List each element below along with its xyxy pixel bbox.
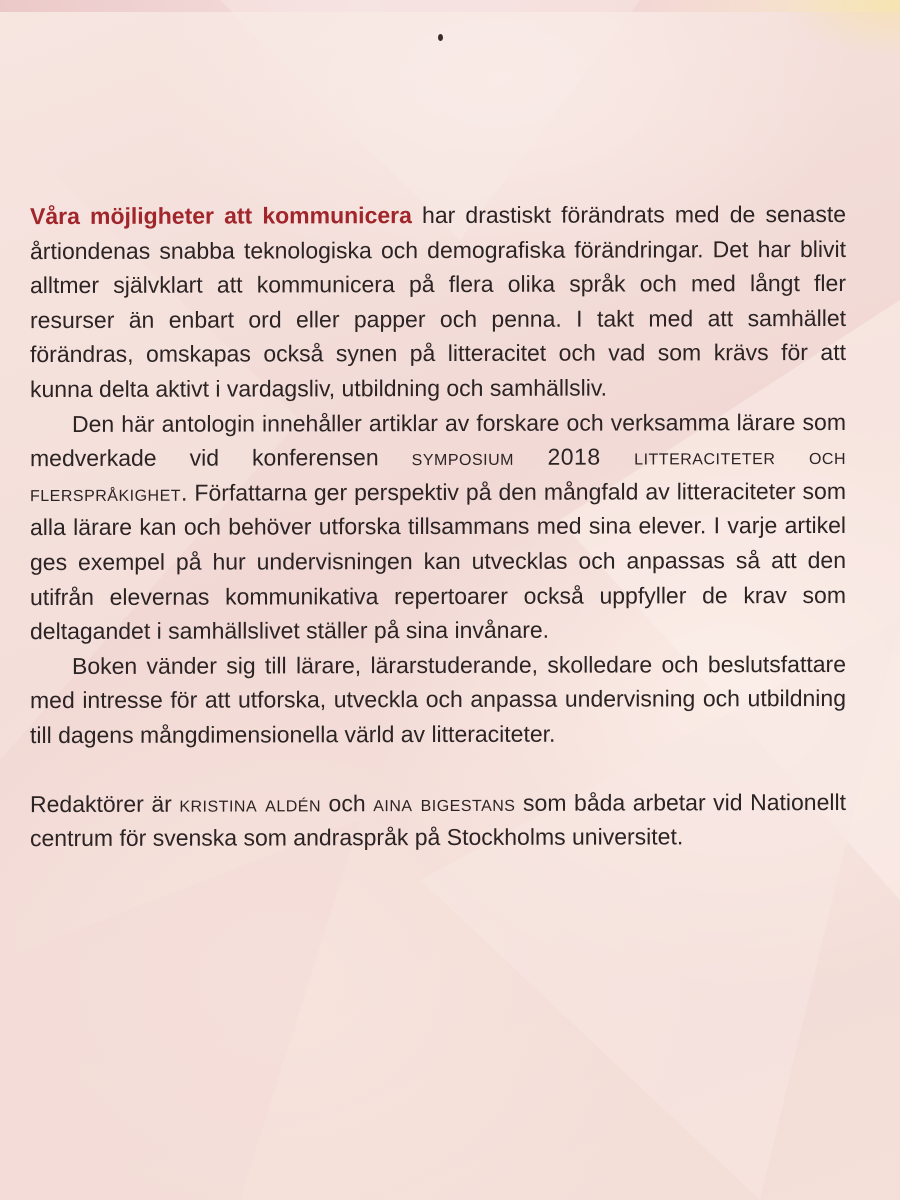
blurb-text [30, 197, 846, 856]
anthology-text-before: Den här antologin innehåller artiklar av forskare och verksamma lärare som medverkade vid konferensen [30, 408, 846, 472]
editor-name-2: aina bigestans [373, 789, 516, 816]
editor-name-1: kristina aldén [179, 789, 322, 817]
intro-text: har drastiskt förändrats med de senaste årtiondenas snabba teknologiska och demografiska förändringar. Det har blivit alltmer självklart att kommunicera på flera olika språk och med långt fler resurser än enbart ord eller papper och penna. I takt med att samhället förändras, omskapas också synen på litteracitet och vad som krävs för att kunna delta aktivt i vardagsliv, utbildning och samhällsliv. [30, 200, 846, 403]
editors-paragraph [30, 784, 846, 855]
anthology-text-after: . Författarna ger perspektiv på den mångfald av litteraciteter som alla lärare kan och behöver utforska tillsammans med sina elever. I varje artikel ges exempel på hur undervisningen kan utvecklas och anpassas så att den utifrån elevernas kommunikativa repertoarer också uppfyller de krav som deltagandet i samhällslivet ställer på sina invånare. [30, 477, 846, 645]
paragraph-gap [30, 750, 846, 786]
editors-conjunction: och [321, 789, 374, 816]
conference-name: symposium 2018 litteraciteter och flerspråkighet [30, 443, 846, 506]
editors-text-after: som båda arbetar vid Nationellt centrum för svenska som andraspråk på Stockholms universitet. [30, 788, 846, 852]
audience-paragraph [30, 647, 846, 753]
print-speck [438, 34, 443, 41]
lead-phrase: Våra möjligheter att kommunicera [30, 202, 412, 230]
anthology-paragraph [30, 404, 846, 648]
audience-text: Boken vänder sig till lärare, lärarstuderande, skolledare och beslutsfattare med intresse för att utforska, utveckla och anpassa undervisning och utbildning till dagens mångdimensionella värld av litteraciteter. [30, 650, 846, 748]
intro-paragraph [30, 197, 846, 407]
editors-text-before: Redaktörer är [30, 790, 180, 817]
background-triangle-lower-left [0, 820, 360, 1200]
